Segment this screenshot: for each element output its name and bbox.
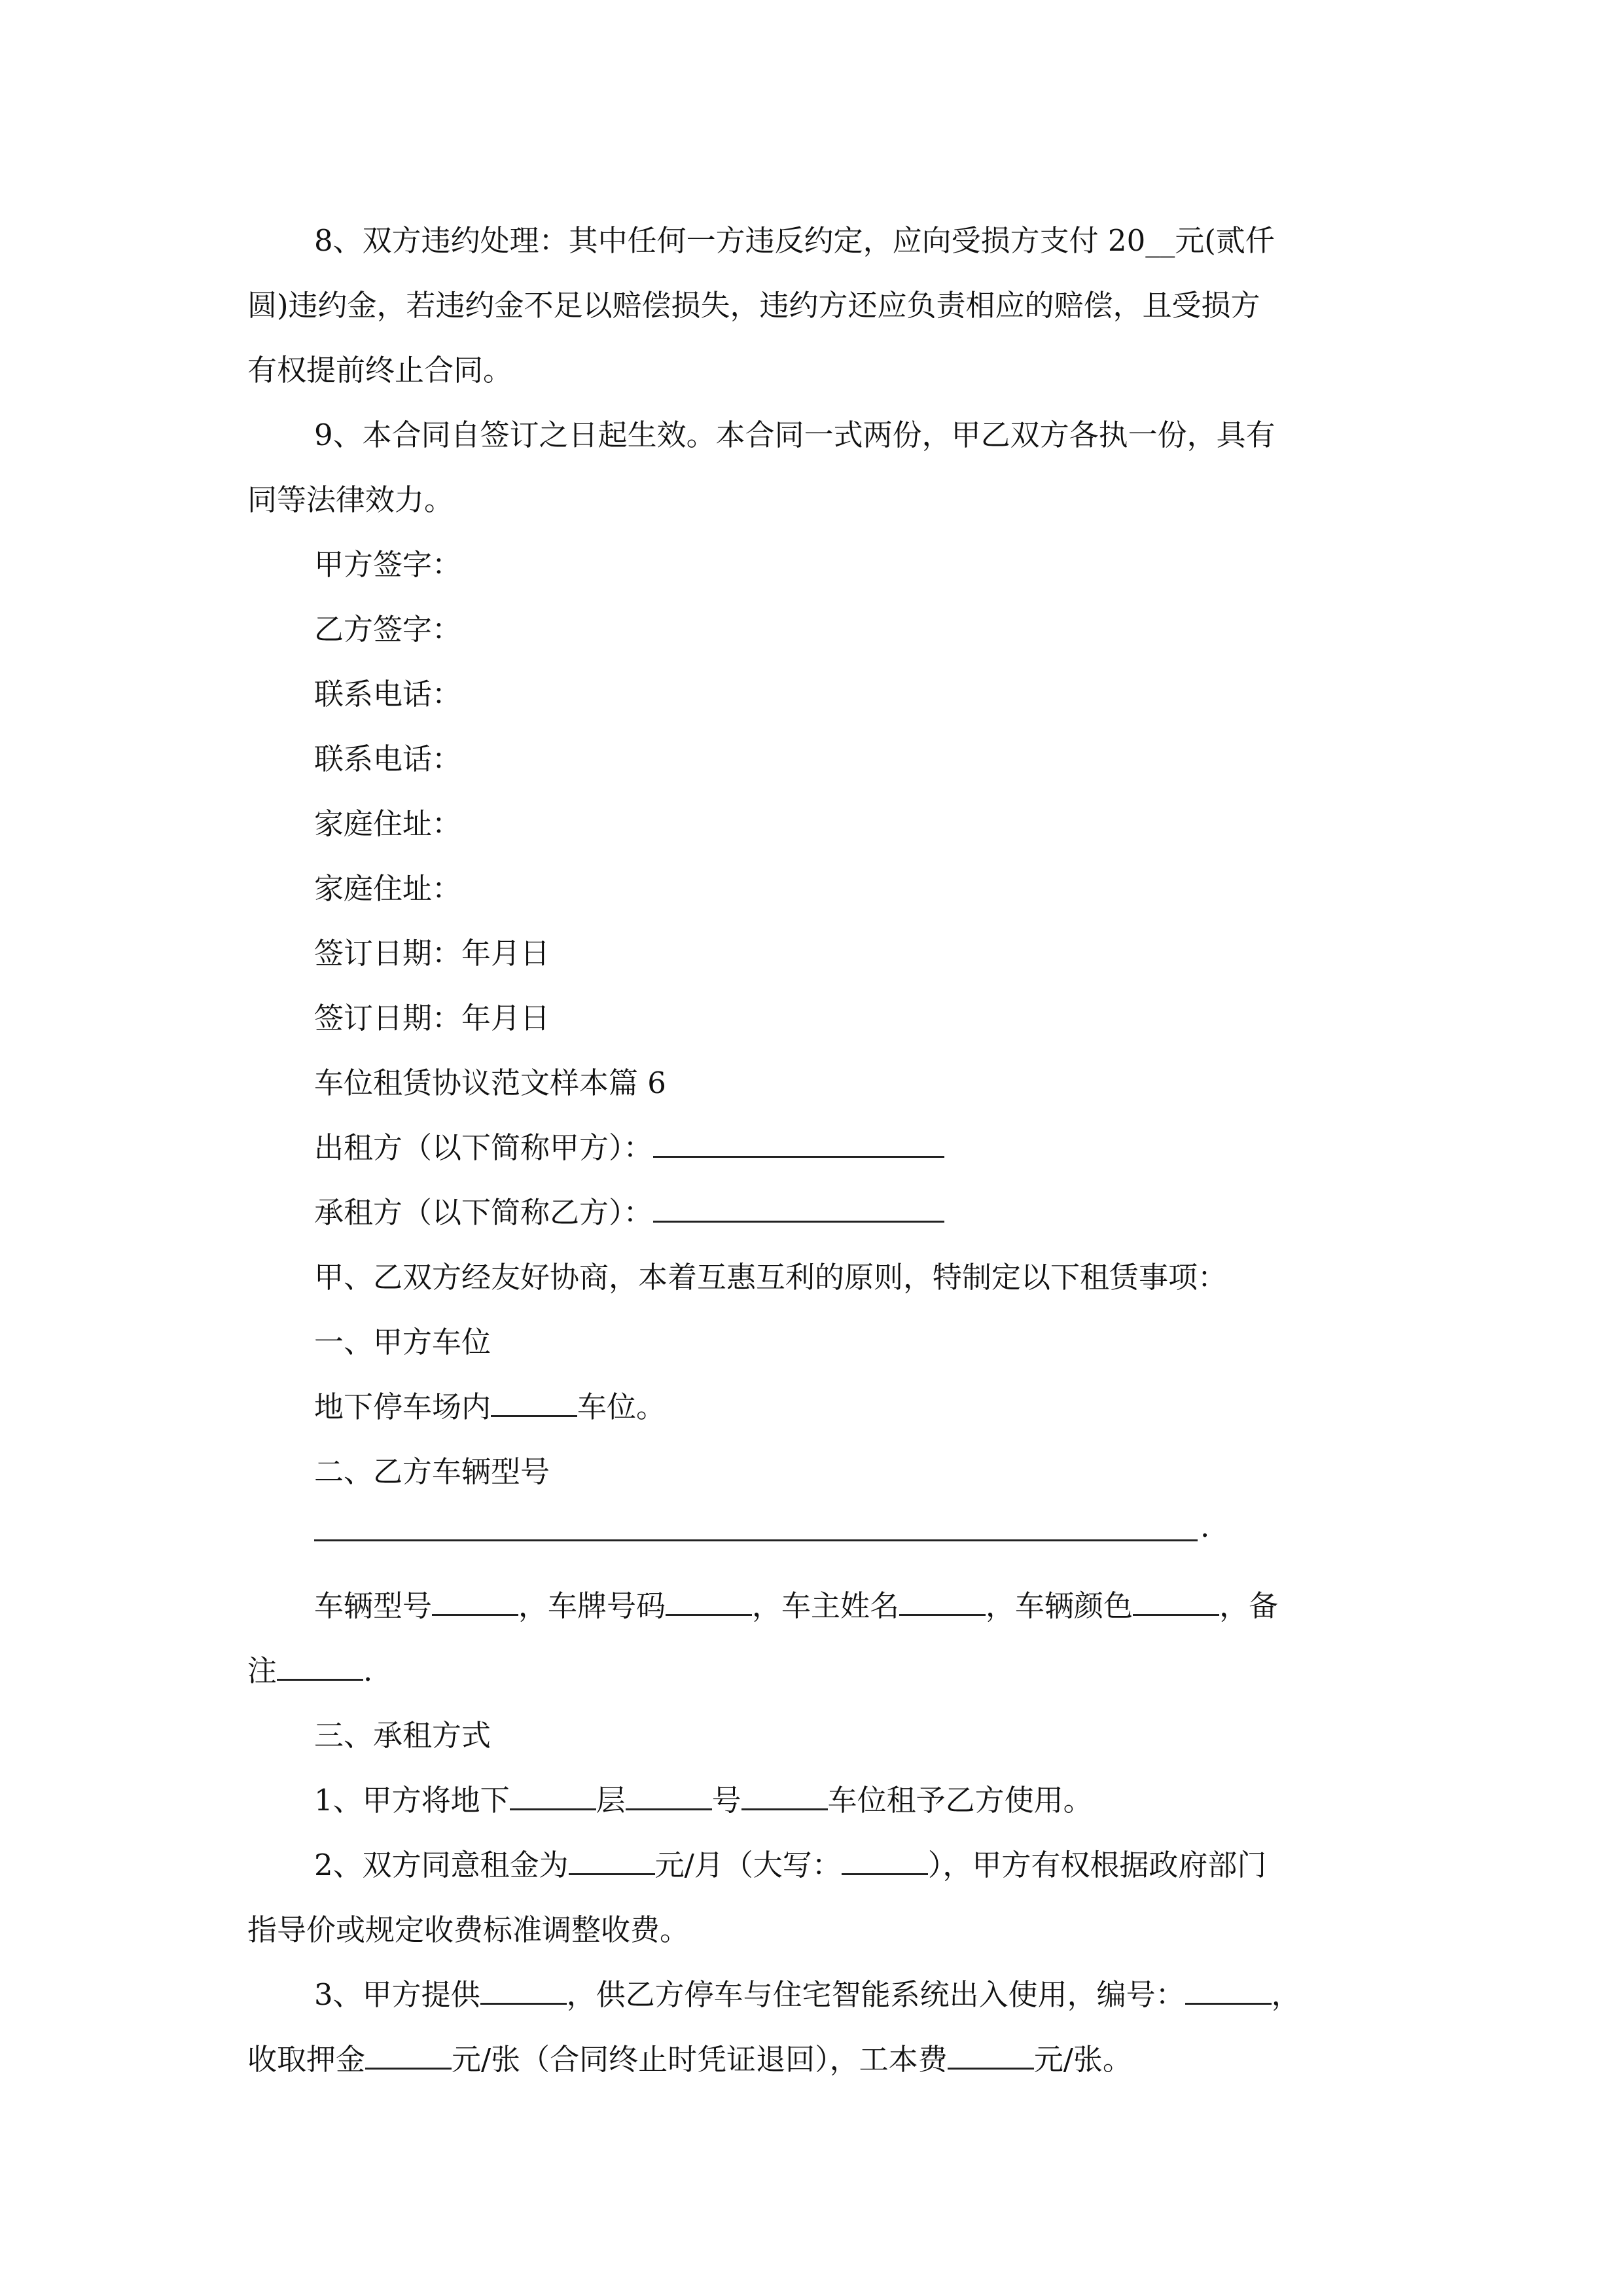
vehicle-model-blank-line xyxy=(247,1509,1368,1555)
item-3-text-a: 3、甲方提供 xyxy=(314,1977,480,2012)
parking-space-line xyxy=(247,1374,1368,1439)
vehicle-model-blank xyxy=(432,1589,518,1616)
lessor-blank xyxy=(653,1131,944,1158)
space-blank xyxy=(741,1784,828,1810)
remarks-label-b: 注 xyxy=(247,1653,277,1688)
home-address-1: 家庭住址： xyxy=(314,806,462,841)
vehicle-model-label: 车辆型号 xyxy=(314,1588,433,1623)
item-3-text-b: ，供乙方停车与住宅智能系统出入使用，编号： xyxy=(566,1977,1185,2012)
parking-space-text-a: 地下停车场内 xyxy=(314,1390,491,1424)
remarks-blank xyxy=(277,1654,363,1681)
owner-name-blank xyxy=(899,1589,986,1616)
signing-date-1: 签订日期：年月日 xyxy=(314,936,550,971)
lessor-label: 出租方（以下简称甲方）： xyxy=(314,1130,653,1165)
lessor-line xyxy=(247,1115,1368,1180)
item-1-text-b: 层 xyxy=(596,1783,626,1818)
parking-space-blank xyxy=(491,1390,577,1417)
parking-space-text-b: 车位。 xyxy=(577,1390,666,1424)
clause-9-line-1: 9、本合同自签订之日起生效。本合同一式两份，甲乙双方各执一份，具有 xyxy=(314,418,1275,452)
item-1-text-c: 号 xyxy=(711,1783,741,1818)
vehicle-color-blank xyxy=(1133,1589,1219,1616)
item-1-text-d: 车位租予乙方使用。 xyxy=(827,1783,1093,1818)
clause-8-line-2: 圆)违约金，若违约金不足以赔偿损失，违约方还应负责相应的赔偿，且受损方 xyxy=(247,288,1260,323)
clause-9-line-2: 同等法律效力。 xyxy=(247,482,454,517)
item-3-line-1 xyxy=(247,1962,1368,2027)
clause-8-line-1: 8、双方违约处理：其中任何一方违反约定，应向受损方支付 20__元(贰仟 xyxy=(314,223,1275,258)
long-underline xyxy=(314,1539,1198,1541)
floor-blank xyxy=(510,1784,596,1810)
vehicle-info-line-1 xyxy=(247,1573,1368,1638)
item-3-text-f: 元/张。 xyxy=(1033,2042,1132,2077)
item-3-text-d: 收取押金 xyxy=(247,2042,366,2077)
item-3-text-c: ， xyxy=(1271,1977,1301,2012)
item-2-text-b: 元/月（大写： xyxy=(654,1848,842,1882)
item-2-line-2: 指导价或规定收费标准调整收费。 xyxy=(247,1912,690,1947)
heading-party-a-space: 一、甲方车位 xyxy=(314,1325,491,1359)
deposit-blank xyxy=(365,2043,452,2070)
clause-8-line-3: 有权提前终止合同。 xyxy=(247,353,513,387)
item-2-text-a: 2、双方同意租金为 xyxy=(314,1848,569,1882)
heading-rental-method: 三、承租方式 xyxy=(314,1718,491,1753)
contact-phone-2: 联系电话： xyxy=(314,742,462,776)
lessee-label: 承租方（以下简称乙方）： xyxy=(314,1195,653,1230)
item-1-text-a: 1、甲方将地下 xyxy=(314,1783,510,1818)
rent-amount-blank xyxy=(569,1848,655,1875)
plate-number-blank xyxy=(666,1589,752,1616)
vehicle-color-label: ，车辆颜色 xyxy=(986,1588,1133,1623)
item-2-line-1 xyxy=(247,1833,1368,1897)
long-underline-period: . xyxy=(1200,1509,1210,1544)
contact-phone-1: 联系电话： xyxy=(314,677,462,711)
vehicle-info-line-2 xyxy=(247,1638,1368,1703)
item-3-text-e: 元/张（合同终止时凭证退回），工本费 xyxy=(452,2042,948,2077)
signing-date-2: 签订日期：年月日 xyxy=(314,1001,550,1035)
document-body xyxy=(247,208,1368,2092)
card-number-blank xyxy=(1185,1978,1272,2005)
provided-item-blank xyxy=(480,1978,567,2005)
rent-capital-blank xyxy=(842,1848,928,1875)
item-1-line xyxy=(247,1768,1368,1833)
fee-blank xyxy=(948,2043,1034,2070)
remarks-label-a: ，备 xyxy=(1219,1588,1279,1623)
intro-text: 甲、乙双方经友好协商，本着互惠互利的原则，特制定以下租赁事项： xyxy=(314,1260,1228,1295)
number-blank xyxy=(626,1784,712,1810)
item-3-line-2 xyxy=(247,2027,1368,2092)
owner-name-label: ，车主姓名 xyxy=(752,1588,900,1623)
lessee-blank xyxy=(653,1196,944,1223)
party-a-signature: 甲方签字： xyxy=(314,547,462,582)
plate-number-label: ，车牌号码 xyxy=(518,1588,666,1623)
remarks-period: . xyxy=(363,1653,373,1688)
home-address-2: 家庭住址： xyxy=(314,871,462,906)
heading-vehicle-model: 二、乙方车辆型号 xyxy=(314,1454,550,1489)
section-title: 车位租赁协议范文样本篇 6 xyxy=(314,1066,666,1100)
party-b-signature: 乙方签字： xyxy=(314,612,462,647)
item-2-text-c: ），甲方有权根据政府部门 xyxy=(927,1848,1267,1882)
lessee-line xyxy=(247,1180,1368,1245)
